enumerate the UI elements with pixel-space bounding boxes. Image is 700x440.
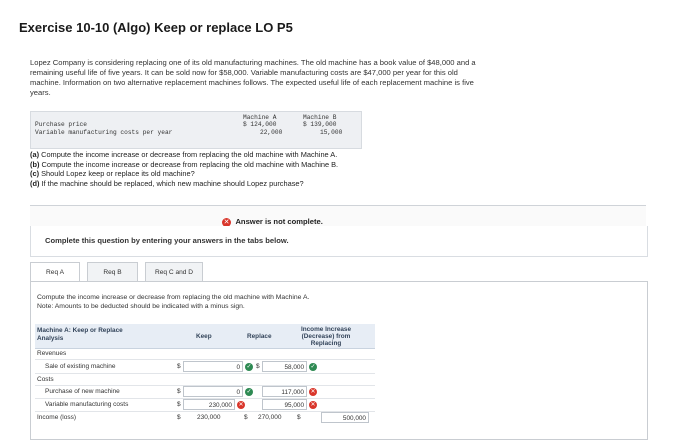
currency-symbol: $ — [177, 401, 181, 408]
question-item: (d) If the machine should be replaced, which new machine should Lopez purchase? — [30, 178, 304, 188]
task-instruction: Compute the income increase or decrease from replacing the old machine with Machine A. Note: Amounts to be deducted should be indicated with a minus sign. — [37, 294, 310, 310]
purchase-price-label: Purchase price — [35, 121, 87, 128]
table-title: Machine A: Keep or Replace Analysis — [37, 327, 123, 342]
tab-bar — [30, 262, 210, 282]
error-icon: ✕ — [310, 389, 316, 395]
machine-info-table — [30, 111, 362, 149]
machine-a-variable: 22,000 — [260, 129, 283, 136]
variable-costs-label: Variable manufacturing costs — [45, 401, 129, 408]
col-replace-header: Replace — [247, 333, 272, 340]
currency-symbol: $ — [177, 414, 181, 421]
variable-costs-label: Variable manufacturing costs per year — [35, 129, 173, 136]
sale-replace-input[interactable]: 58,000 — [262, 361, 307, 372]
purchase-replace-input[interactable]: 117,000 — [262, 386, 307, 397]
error-icon: ✕ — [223, 219, 230, 226]
page-title: Exercise 10-10 (Algo) Keep or replace LO P5 — [19, 20, 293, 35]
income-keep-value: 230,000 — [197, 414, 221, 421]
error-icon: ✕ — [238, 402, 244, 408]
answer-status-bar — [30, 205, 646, 226]
col-income-header-box — [291, 324, 361, 349]
question-item: (b) Compute the income increase or decrease from replacing the old machine with Machine B. — [30, 159, 339, 169]
col-keep-header: Keep — [196, 333, 212, 340]
variable-replace-input[interactable]: 95,000 — [262, 399, 307, 410]
check-icon: ✓ — [246, 389, 252, 395]
intro-line: years. — [30, 88, 51, 97]
currency-symbol: $ — [256, 363, 260, 370]
tab-req-a[interactable]: Req A — [30, 262, 80, 284]
income-loss-label: Income (loss) — [37, 414, 77, 421]
row-divider — [35, 359, 375, 360]
currency-symbol: $ — [177, 363, 181, 370]
tab-req-c-and-d[interactable]: Req C and D — [145, 262, 203, 284]
sale-keep-input[interactable]: 0 — [183, 361, 243, 372]
check-icon: ✓ — [246, 364, 252, 370]
answer-status: Answer is not complete. — [235, 217, 323, 226]
variable-keep-input[interactable]: 230,000 — [183, 399, 235, 410]
purchase-new-label: Purchase of new machine — [45, 388, 120, 395]
tab-req-b[interactable]: Req B — [87, 262, 138, 284]
error-icon: ✕ — [310, 402, 316, 408]
question-item: (a) Compute the income increase or decrease from replacing the old machine with Machine A. — [30, 150, 338, 159]
machine-a-price: $ 124,000 — [243, 121, 277, 128]
machine-b-variable: 15,000 — [320, 129, 343, 136]
currency-symbol: $ — [244, 414, 248, 421]
sale-existing-label: Sale of existing machine — [45, 363, 116, 370]
machine-a-header: Machine A — [243, 114, 277, 121]
intro-line: Lopez Company is considering replacing one of its old manufacturing machines. The old machine has a book value of $48,000 and a — [30, 58, 476, 67]
problem-description — [30, 58, 605, 98]
question-item: (c) Should Lopez keep or replace its old machine? — [30, 169, 195, 179]
machine-b-price: $ 139,000 — [303, 121, 337, 128]
currency-symbol: $ — [297, 414, 301, 421]
income-difference-input[interactable]: 500,000 — [321, 412, 369, 423]
purchase-keep-input[interactable]: 0 — [183, 386, 243, 397]
instruction-bar — [30, 226, 648, 257]
income-replace-value: 270,000 — [258, 414, 282, 421]
tab-content-req-a — [30, 281, 648, 440]
row-divider — [35, 373, 375, 374]
complete-instruction: Complete this question by entering your answers in the tabs below. — [45, 236, 289, 245]
costs-label: Costs — [37, 376, 54, 383]
intro-line: machine. Information on two alternative replacement machines follows. The expected useful life of each replacement machine is five — [30, 78, 474, 87]
col-income-header: Income Increase (Decrease) from Replacing — [300, 326, 352, 348]
question-list — [30, 150, 338, 188]
check-icon: ✓ — [310, 364, 316, 370]
intro-line: remaining useful life of five years. It can be sold now for $58,000. Variable manufacturing costs are $47,000 per year for this old — [30, 68, 458, 77]
currency-symbol: $ — [177, 388, 181, 395]
machine-b-header: Machine B — [303, 114, 337, 121]
revenues-label: Revenues — [37, 350, 67, 357]
